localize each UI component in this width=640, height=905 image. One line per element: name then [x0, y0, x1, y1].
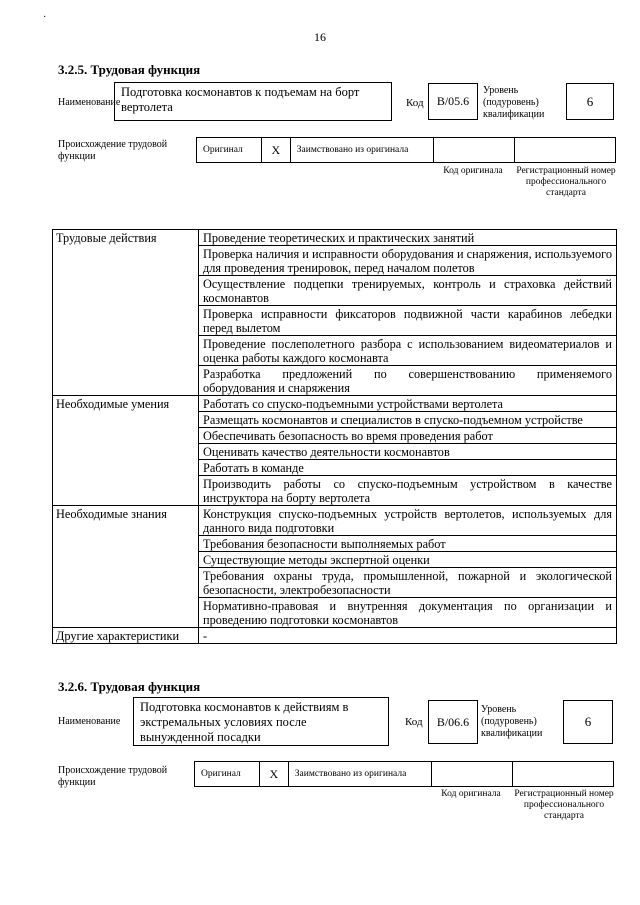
- function-name-box: [114, 82, 392, 121]
- table-cell: Разработка предложений по совершенствованию применяемого оборудования и снаряжения: [199, 366, 617, 396]
- table-cell: Работать в команде: [199, 460, 617, 476]
- code-value: В/06.6: [436, 714, 470, 729]
- section-title: 3.2.5. Трудовая функция: [58, 62, 201, 77]
- table-cell: Требования охраны труда, промышленной, пожарной и экологической безопасности, электробезопасности: [199, 568, 617, 598]
- table-cell: -: [199, 628, 617, 644]
- origin-label: Происхождение трудовой функции: [58, 765, 168, 788]
- origin-code-cell: [431, 761, 513, 787]
- code-box: [428, 700, 478, 744]
- category-cell: Другие характеристики: [53, 628, 199, 644]
- section-title: 3.2.6. Трудовая функция: [58, 679, 201, 694]
- table-cell: Нормативно-правовая и внутренняя документация по организации и проведению подготовки космонавтов: [199, 598, 617, 628]
- origin-borrowed-cell: [288, 761, 433, 787]
- table-cell: Проведение послеполетного разбора с использованием видеоматериалов и оценка работы каждого космонавта: [199, 336, 617, 366]
- code-label: Код: [405, 716, 423, 728]
- table-cell: Проверка наличия и исправности оборудования и снаряжения, используемого для проведения тренировок, перед началом полетов: [199, 246, 617, 276]
- table-row: [53, 506, 617, 536]
- origin-reg-caption: Регистрационный номер профессионального стандарта: [516, 166, 616, 198]
- level-value: 6: [584, 714, 592, 729]
- origin-row: [196, 137, 616, 163]
- level-label: Уровень (подуровень) квалификации: [483, 85, 545, 120]
- origin-original-cell: [196, 137, 262, 163]
- origin-label: Происхождение трудовой функции: [58, 139, 168, 162]
- labor-table: [52, 229, 617, 644]
- page-number: 16: [314, 30, 326, 44]
- name-label: Наименование: [58, 716, 121, 727]
- table-row: [53, 396, 617, 412]
- table-row: [53, 628, 617, 644]
- origin-reg-cell: [512, 761, 614, 787]
- code-box: [428, 83, 478, 120]
- origin-mark-cell: [261, 137, 291, 163]
- table-cell: Оценивать качество деятельности космонавтов: [199, 444, 617, 460]
- level-box: [566, 83, 614, 120]
- category-cell: Необходимые знания: [53, 506, 199, 628]
- origin-code-caption: Код оригинала: [443, 166, 503, 176]
- origin-borrowed: Заимствовано из оригинала: [294, 769, 407, 779]
- table-cell: Проверка исправности фиксаторов подвижной части карабинов лебедки перед вылетом: [199, 306, 617, 336]
- function-name: Подготовка космонавтов к действиям в экстремальных условиях после вынужденной посадки: [140, 700, 349, 744]
- origin-borrowed: Заимствовано из оригинала: [296, 145, 409, 155]
- origin-reg-caption: Регистрационный номер профессионального стандарта: [514, 789, 614, 821]
- table-cell: Требования безопасности выполняемых работ: [199, 536, 617, 552]
- table-cell: Обеспечивать безопасность во время проведения работ: [199, 428, 617, 444]
- scan-mark: ·: [43, 12, 47, 23]
- code-label: Код: [406, 97, 424, 109]
- table-cell: Осуществление подцепки тренируемых, контроль и страховка действий космонавтов: [199, 276, 617, 306]
- level-label: Уровень (подуровень) квалификации: [481, 704, 543, 739]
- table-row: [53, 230, 617, 246]
- table-cell: Производить работы со спуско-подъемным устройством в качестве инструктора на борту вертолета: [199, 476, 617, 506]
- origin-mark-cell: [259, 761, 289, 787]
- name-label: Наименование: [58, 97, 121, 108]
- category-cell: Трудовые действия: [53, 230, 199, 396]
- origin-borrowed-cell: [290, 137, 435, 163]
- origin-mark: X: [271, 142, 281, 157]
- table-cell: Существующие методы экспертной оценки: [199, 552, 617, 568]
- function-name: Подготовка космонавтов к подъемам на борт вертолета: [121, 85, 360, 114]
- table-cell: Работать со спуско-подъемными устройствами вертолета: [199, 396, 617, 412]
- level-value: 6: [586, 93, 594, 109]
- function-name-box: [133, 697, 389, 746]
- origin-original-cell: [194, 761, 260, 787]
- code-value: В/05.6: [436, 94, 470, 108]
- origin-reg-cell: [514, 137, 616, 163]
- origin-original: Оригинал: [203, 145, 243, 155]
- level-box: [563, 700, 613, 744]
- origin-code-cell: [433, 137, 515, 163]
- table-cell: Проведение теоретических и практических занятий: [199, 230, 617, 246]
- origin-mark: X: [269, 766, 279, 781]
- table-cell: Размещать космонавтов и специалистов в спуско-подъемном устройстве: [199, 412, 617, 428]
- origin-code-caption: Код оригинала: [441, 789, 501, 799]
- category-cell: Необходимые умения: [53, 396, 199, 506]
- origin-original: Оригинал: [201, 769, 241, 779]
- table-cell: Конструкция спуско-подъемных устройств вертолетов, используемых для данного вида подготовки: [199, 506, 617, 536]
- origin-row: [194, 761, 614, 787]
